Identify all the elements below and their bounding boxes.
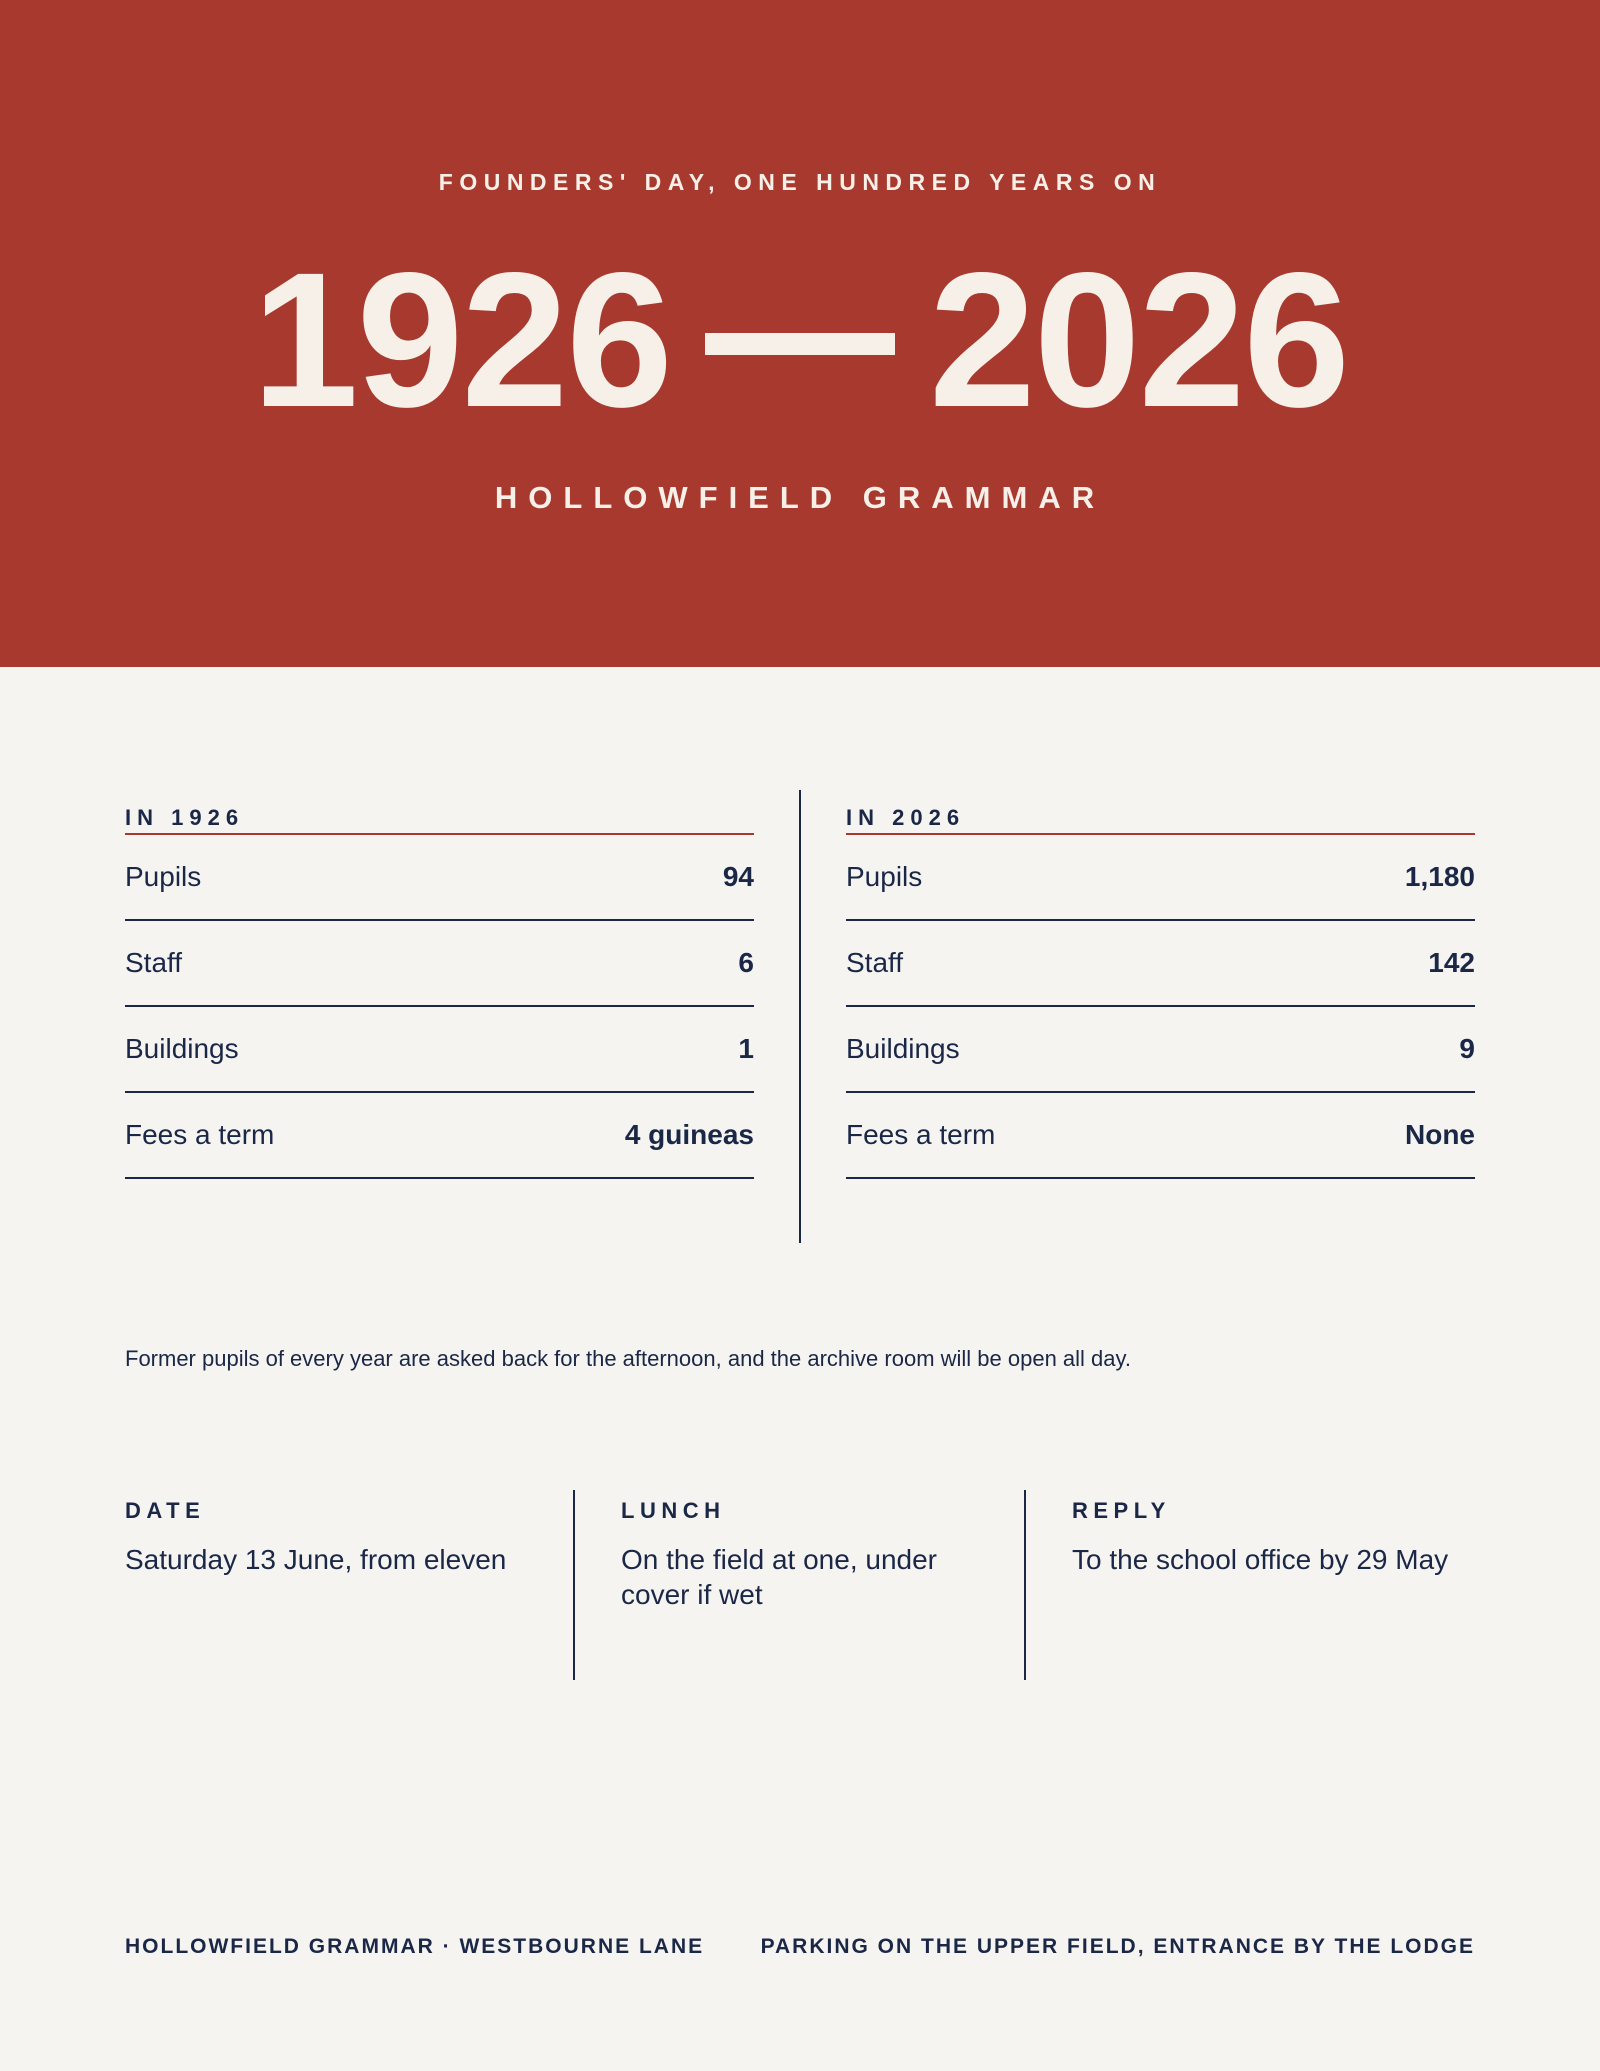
stat-row-pupils-1926	[125, 835, 754, 921]
year-end: 2026	[929, 232, 1349, 447]
detail-label: DATE	[125, 1498, 206, 1523]
stat-label: Fees a term	[846, 1119, 996, 1150]
detail-label: LUNCH	[621, 1498, 726, 1523]
stat-label: Staff	[846, 947, 904, 978]
stat-label: Buildings	[125, 1033, 239, 1064]
stat-label: Fees a term	[125, 1119, 275, 1150]
stat-row-buildings-2026	[846, 1007, 1475, 1093]
stat-label: Pupils	[125, 861, 202, 892]
stat-row-staff-1926	[125, 921, 754, 1007]
footer-parking: PARKING ON THE UPPER FIELD, ENTRANCE BY THE LODGE	[760, 1935, 1475, 1958]
column-divider	[799, 790, 801, 1243]
detail-date	[125, 1490, 545, 1577]
stat-value: None	[1405, 1119, 1475, 1150]
event-kicker: FOUNDERS' DAY, ONE HUNDRED YEARS ON	[438, 169, 1162, 195]
stat-value: 1,180	[1404, 861, 1475, 892]
stat-value: 142	[1428, 947, 1475, 978]
school-name: HOLLOWFIELD GRAMMAR	[494, 480, 1106, 515]
stat-row-fees-1926	[125, 1093, 754, 1179]
stat-label: Staff	[125, 947, 183, 978]
comparison-table	[125, 790, 1475, 1245]
footer-address: HOLLOWFIELD GRAMMAR · WESTBOURNE LANE	[125, 1935, 705, 1958]
footer	[125, 1934, 1475, 1960]
header-banner	[0, 0, 1600, 667]
detail-divider	[573, 1490, 575, 1680]
stat-value: 4 guineas	[624, 1119, 754, 1150]
detail-divider	[1024, 1490, 1026, 1680]
years-heading	[0, 232, 1600, 447]
column-1926	[125, 790, 754, 1179]
stat-value: 94	[722, 861, 754, 892]
event-details	[0, 1490, 1600, 1680]
em-dash-divider	[705, 333, 895, 355]
detail-text: Saturday 13 June, from eleven	[125, 1544, 507, 1575]
stat-value: 9	[1459, 1033, 1475, 1064]
stat-label: Pupils	[846, 861, 923, 892]
detail-lunch	[621, 1490, 1001, 1612]
year-start: 1926	[251, 232, 671, 447]
stat-row-buildings-1926	[125, 1007, 754, 1093]
column-heading-1926: IN 1926	[125, 805, 245, 830]
stat-row-fees-2026	[846, 1093, 1475, 1179]
stat-value: 1	[738, 1033, 754, 1064]
column-2026	[846, 790, 1475, 1179]
detail-text: To the school office by 29 May	[1072, 1544, 1449, 1575]
stat-row-staff-2026	[846, 921, 1475, 1007]
stat-value: 6	[738, 947, 754, 978]
stat-row-pupils-2026	[846, 835, 1475, 921]
column-heading-2026: IN 2026	[846, 805, 966, 830]
invitation-note: Former pupils of every year are asked back for the afternoon, and the archive room will be open all day.	[125, 1346, 1132, 1371]
stat-label: Buildings	[846, 1033, 960, 1064]
detail-text: On the field at one, under cover if wet	[621, 1544, 937, 1610]
detail-reply	[1072, 1490, 1492, 1577]
detail-label: REPLY	[1072, 1498, 1171, 1523]
